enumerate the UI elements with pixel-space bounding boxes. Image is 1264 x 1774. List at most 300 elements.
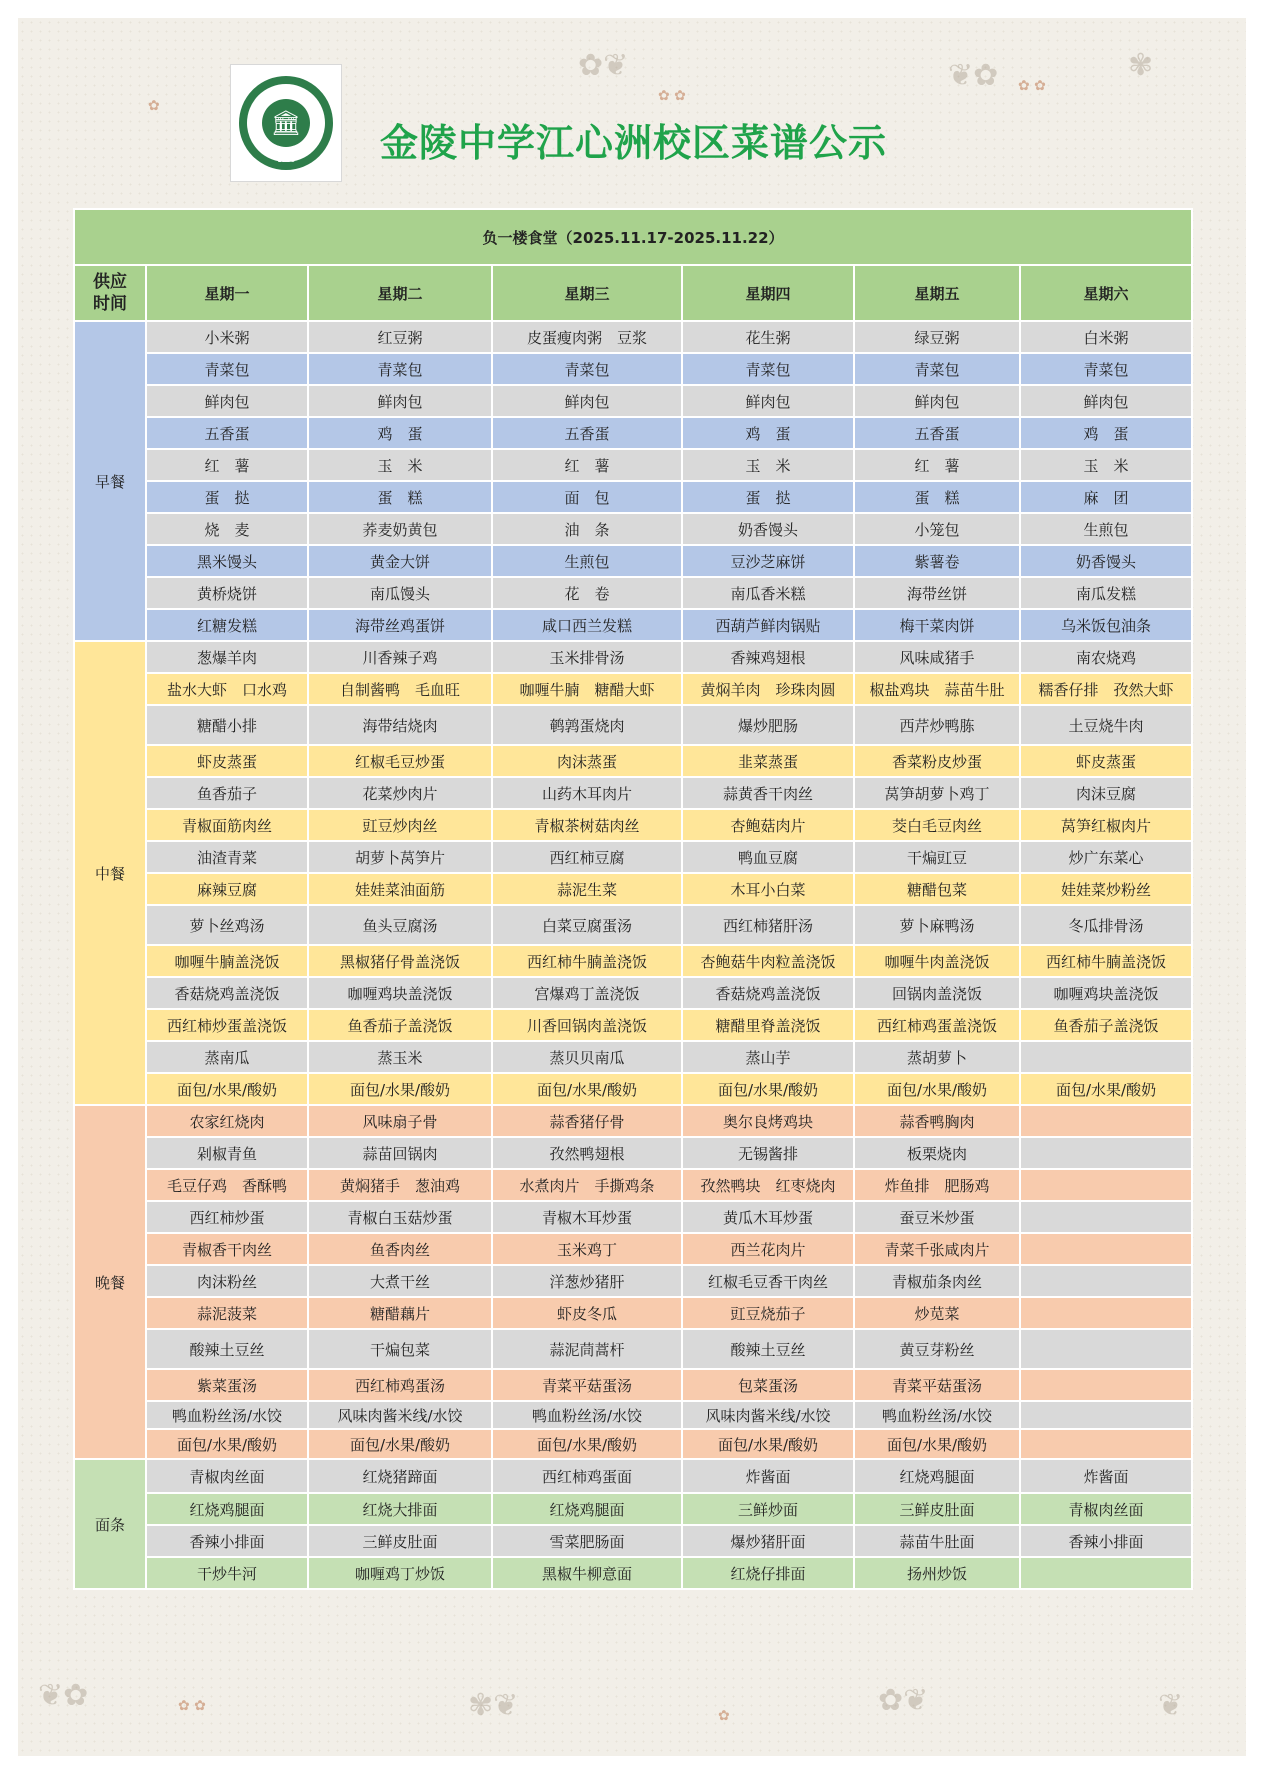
dish-cell: 蒸山芋 bbox=[682, 1041, 854, 1073]
dish-cell: 虾皮蒸蛋 bbox=[146, 745, 308, 777]
branch-decoration-icon: ✾ bbox=[1128, 48, 1154, 83]
dish-cell: 青菜包 bbox=[492, 353, 682, 385]
dish-cell: 青椒面筋肉丝 bbox=[146, 809, 308, 841]
dish-cell: 鸡 蛋 bbox=[308, 417, 492, 449]
dish-cell: 咖喱鸡块盖浇饭 bbox=[308, 977, 492, 1009]
dish-cell: 鲜肉包 bbox=[682, 385, 854, 417]
table-row bbox=[74, 1041, 1192, 1073]
dish-cell: 玉 米 bbox=[1020, 449, 1192, 481]
dish-cell: 蒜泥茼蒿杆 bbox=[492, 1329, 682, 1369]
dish-cell: 花 卷 bbox=[492, 577, 682, 609]
dish-cell: 海带丝饼 bbox=[854, 577, 1020, 609]
dish-cell: 炸鱼排 肥肠鸡 bbox=[854, 1169, 1020, 1201]
blossom-icon: ✿ ✿ bbox=[1018, 78, 1046, 94]
dish-cell: 小笼包 bbox=[854, 513, 1020, 545]
day-header: 星期一 bbox=[146, 265, 308, 321]
dish-cell: 肉沫粉丝 bbox=[146, 1265, 308, 1297]
dish-cell: 面包/水果/酸奶 bbox=[146, 1429, 308, 1459]
dish-cell: 黄焖羊肉 珍珠肉圆 bbox=[682, 673, 854, 705]
dish-cell: 黄瓜木耳炒蛋 bbox=[682, 1201, 854, 1233]
dish-cell: 鱼香茄子 bbox=[146, 777, 308, 809]
dish-cell: 干煸豇豆 bbox=[854, 841, 1020, 873]
dish-cell: 盐水大虾 口水鸡 bbox=[146, 673, 308, 705]
dish-cell: 红烧鸡腿面 bbox=[146, 1493, 308, 1525]
table-row bbox=[74, 1329, 1192, 1369]
dish-cell: 干煸包菜 bbox=[308, 1329, 492, 1369]
table-row bbox=[74, 1137, 1192, 1169]
dish-cell: 青椒茶树菇肉丝 bbox=[492, 809, 682, 841]
table-row bbox=[74, 1525, 1192, 1557]
dish-cell: 板栗烧肉 bbox=[854, 1137, 1020, 1169]
dish-cell: 糖醋里脊盖浇饭 bbox=[682, 1009, 854, 1041]
dish-cell: 西红柿猪肝汤 bbox=[682, 905, 854, 945]
dish-cell: 蛋 糕 bbox=[308, 481, 492, 513]
dish-cell: 宫爆鸡丁盖浇饭 bbox=[492, 977, 682, 1009]
dish-cell: 西葫芦鲜肉锅贴 bbox=[682, 609, 854, 641]
dish-cell: 川香回锅肉盖浇饭 bbox=[492, 1009, 682, 1041]
branch-decoration-icon: ✿❦ bbox=[878, 1683, 929, 1718]
table-row bbox=[74, 1105, 1192, 1137]
blossom-icon: ✿ ✿ bbox=[658, 88, 686, 104]
dish-cell: 西红柿牛腩盖浇饭 bbox=[1020, 945, 1192, 977]
table-row bbox=[74, 945, 1192, 977]
dish-cell: 鸭血豆腐 bbox=[682, 841, 854, 873]
dish-cell: 山药木耳肉片 bbox=[492, 777, 682, 809]
dish-cell: 红烧鸡腿面 bbox=[854, 1459, 1020, 1493]
dish-cell: 鱼香茄子盖浇饭 bbox=[1020, 1009, 1192, 1041]
table-row bbox=[74, 641, 1192, 673]
dish-cell: 蒜苗牛肚面 bbox=[854, 1525, 1020, 1557]
dish-cell: 面包/水果/酸奶 bbox=[308, 1073, 492, 1105]
dish-cell: 玉 米 bbox=[682, 449, 854, 481]
dish-cell: 冬瓜排骨汤 bbox=[1020, 905, 1192, 945]
dish-cell: 茭白毛豆肉丝 bbox=[854, 809, 1020, 841]
dish-cell: 土豆烧牛肉 bbox=[1020, 705, 1192, 745]
dish-cell: 烧 麦 bbox=[146, 513, 308, 545]
table-row bbox=[74, 1459, 1192, 1493]
dish-cell: 莴笋胡萝卜鸡丁 bbox=[854, 777, 1020, 809]
table-row bbox=[74, 609, 1192, 641]
dish-cell: 面包/水果/酸奶 bbox=[682, 1073, 854, 1105]
dish-cell: 炸酱面 bbox=[1020, 1459, 1192, 1493]
dish-cell: 青椒白玉菇炒蛋 bbox=[308, 1201, 492, 1233]
dish-cell: 豆沙芝麻饼 bbox=[682, 545, 854, 577]
dish-cell: 面包/水果/酸奶 bbox=[1020, 1073, 1192, 1105]
table-row bbox=[74, 385, 1192, 417]
dish-cell: 生煎包 bbox=[1020, 513, 1192, 545]
dish-cell: 荞麦奶黄包 bbox=[308, 513, 492, 545]
dish-cell: 生煎包 bbox=[492, 545, 682, 577]
dish-cell: 糯香仔排 孜然大虾 bbox=[1020, 673, 1192, 705]
dish-cell: 五香蛋 bbox=[854, 417, 1020, 449]
dish-cell: 面包/水果/酸奶 bbox=[682, 1429, 854, 1459]
dish-cell: 玉米鸡丁 bbox=[492, 1233, 682, 1265]
dish-cell: 青菜平菇蛋汤 bbox=[492, 1369, 682, 1401]
dish-cell: 蒜泥菠菜 bbox=[146, 1297, 308, 1329]
dish-cell: 鱼头豆腐汤 bbox=[308, 905, 492, 945]
table-row bbox=[74, 1297, 1192, 1329]
branch-decoration-icon: ✾❦ bbox=[468, 1688, 519, 1723]
dish-cell: 面包/水果/酸奶 bbox=[854, 1073, 1020, 1105]
day-header: 星期六 bbox=[1020, 265, 1192, 321]
dish-cell: 水煮肉片 手撕鸡条 bbox=[492, 1169, 682, 1201]
dish-cell bbox=[1020, 1201, 1192, 1233]
table-row bbox=[74, 905, 1192, 945]
dish-cell: 回锅肉盖浇饭 bbox=[854, 977, 1020, 1009]
dish-cell bbox=[1020, 1429, 1192, 1459]
dish-cell: 红椒毛豆香干肉丝 bbox=[682, 1265, 854, 1297]
meal-period-label: 早餐 bbox=[74, 321, 146, 641]
dish-cell: 青菜包 bbox=[146, 353, 308, 385]
dish-cell: 西红柿豆腐 bbox=[492, 841, 682, 873]
dish-cell: 麻辣豆腐 bbox=[146, 873, 308, 905]
dish-cell: 蒜泥生菜 bbox=[492, 873, 682, 905]
dish-cell: 咖喱牛腩 糖醋大虾 bbox=[492, 673, 682, 705]
dish-cell: 胡萝卜莴笋片 bbox=[308, 841, 492, 873]
dish-cell: 奶香馒头 bbox=[1020, 545, 1192, 577]
dish-cell: 麻 团 bbox=[1020, 481, 1192, 513]
dish-cell: 红椒毛豆炒蛋 bbox=[308, 745, 492, 777]
day-header: 星期三 bbox=[492, 265, 682, 321]
dish-cell: 肉沫豆腐 bbox=[1020, 777, 1192, 809]
dish-cell: 葱爆羊肉 bbox=[146, 641, 308, 673]
dish-cell: 蒜香猪仔骨 bbox=[492, 1105, 682, 1137]
dish-cell: 干炒牛河 bbox=[146, 1557, 308, 1589]
dish-cell: 花生粥 bbox=[682, 321, 854, 353]
building-icon: 🏛 bbox=[262, 99, 310, 147]
dish-cell: 南农烧鸡 bbox=[1020, 641, 1192, 673]
dish-cell bbox=[1020, 1137, 1192, 1169]
table-row bbox=[74, 1369, 1192, 1401]
dish-cell: 三鲜炒面 bbox=[682, 1493, 854, 1525]
dish-cell: 爆炒肥肠 bbox=[682, 705, 854, 745]
branch-decoration-icon: ❦ bbox=[1158, 1688, 1184, 1723]
dish-cell: 红烧仔排面 bbox=[682, 1557, 854, 1589]
dish-cell: 玉米排骨汤 bbox=[492, 641, 682, 673]
dish-cell: 南瓜馒头 bbox=[308, 577, 492, 609]
dish-cell: 肉沫蒸蛋 bbox=[492, 745, 682, 777]
school-logo bbox=[230, 64, 342, 182]
dish-cell: 萝卜麻鸭汤 bbox=[854, 905, 1020, 945]
page-title: 金陵中学江心洲校区菜谱公示 bbox=[380, 121, 888, 165]
branch-decoration-icon: ✿❦ bbox=[578, 48, 629, 83]
dish-cell: 豇豆烧茄子 bbox=[682, 1297, 854, 1329]
dish-cell: 鸭血粉丝汤/水饺 bbox=[854, 1401, 1020, 1429]
dish-cell: 西红柿鸡蛋面 bbox=[492, 1459, 682, 1493]
blossom-icon: ✿ bbox=[718, 1708, 730, 1724]
dish-cell: 糖醋藕片 bbox=[308, 1297, 492, 1329]
dish-cell: 红烧鸡腿面 bbox=[492, 1493, 682, 1525]
dish-cell: 西兰花肉片 bbox=[682, 1233, 854, 1265]
dish-cell: 面包/水果/酸奶 bbox=[146, 1073, 308, 1105]
dish-cell: 炒广东菜心 bbox=[1020, 841, 1192, 873]
table-row bbox=[74, 1557, 1192, 1589]
dish-cell: 木耳小白菜 bbox=[682, 873, 854, 905]
dish-cell: 酸辣土豆丝 bbox=[682, 1329, 854, 1369]
dish-cell bbox=[1020, 1041, 1192, 1073]
dish-cell: 蒜苗回锅肉 bbox=[308, 1137, 492, 1169]
meal-period-label: 中餐 bbox=[74, 641, 146, 1105]
table-row bbox=[74, 577, 1192, 609]
dish-cell: 面包/水果/酸奶 bbox=[492, 1429, 682, 1459]
table-row bbox=[74, 1429, 1192, 1459]
dish-cell bbox=[1020, 1401, 1192, 1429]
dish-cell: 三鲜皮肚面 bbox=[854, 1493, 1020, 1525]
dish-cell bbox=[1020, 1169, 1192, 1201]
branch-decoration-icon: ❦✿ bbox=[948, 58, 999, 93]
dish-cell: 蒸玉米 bbox=[308, 1041, 492, 1073]
dish-cell: 红豆粥 bbox=[308, 321, 492, 353]
dish-cell: 蚕豆米炒蛋 bbox=[854, 1201, 1020, 1233]
dish-cell: 南瓜发糕 bbox=[1020, 577, 1192, 609]
dish-cell: 咖喱牛腩盖浇饭 bbox=[146, 945, 308, 977]
dish-cell: 蒸南瓜 bbox=[146, 1041, 308, 1073]
dish-cell: 虾皮冬瓜 bbox=[492, 1297, 682, 1329]
dish-cell: 青椒茄条肉丝 bbox=[854, 1265, 1020, 1297]
dish-cell: 面包/水果/酸奶 bbox=[492, 1073, 682, 1105]
dish-cell: 南瓜香米糕 bbox=[682, 577, 854, 609]
dish-cell: 大煮干丝 bbox=[308, 1265, 492, 1297]
dish-cell: 娃娃菜油面筋 bbox=[308, 873, 492, 905]
dish-cell: 红烧猪蹄面 bbox=[308, 1459, 492, 1493]
dish-cell: 酸辣土豆丝 bbox=[146, 1329, 308, 1369]
dish-cell: 豇豆炒肉丝 bbox=[308, 809, 492, 841]
dish-cell: 蛋 挞 bbox=[682, 481, 854, 513]
dish-cell: 油 条 bbox=[492, 513, 682, 545]
dish-cell: 咖喱鸡块盖浇饭 bbox=[1020, 977, 1192, 1009]
dish-cell: 黑椒牛柳意面 bbox=[492, 1557, 682, 1589]
dish-cell: 乌米饭包油条 bbox=[1020, 609, 1192, 641]
dish-cell: 西红柿炒蛋 bbox=[146, 1201, 308, 1233]
dish-cell: 鸡 蛋 bbox=[682, 417, 854, 449]
dish-cell: 无锡酱排 bbox=[682, 1137, 854, 1169]
day-header: 星期二 bbox=[308, 265, 492, 321]
dish-cell: 黄金大饼 bbox=[308, 545, 492, 577]
dish-cell: 蒜黄香干肉丝 bbox=[682, 777, 854, 809]
dish-cell: 川香辣子鸡 bbox=[308, 641, 492, 673]
dish-cell: 蛋 糕 bbox=[854, 481, 1020, 513]
dish-cell: 青菜包 bbox=[308, 353, 492, 385]
table-row bbox=[74, 745, 1192, 777]
dish-cell: 西红柿牛腩盖浇饭 bbox=[492, 945, 682, 977]
table-row bbox=[74, 873, 1192, 905]
dish-cell: 鲜肉包 bbox=[492, 385, 682, 417]
dish-cell: 孜然鸭翅根 bbox=[492, 1137, 682, 1169]
table-row bbox=[74, 1169, 1192, 1201]
dish-cell: 炸酱面 bbox=[682, 1459, 854, 1493]
dish-cell: 五香蛋 bbox=[146, 417, 308, 449]
table-row bbox=[74, 513, 1192, 545]
table-row bbox=[74, 545, 1192, 577]
dish-cell: 玉 米 bbox=[308, 449, 492, 481]
dish-cell: 青菜包 bbox=[1020, 353, 1192, 385]
table-row bbox=[74, 321, 1192, 353]
dish-cell: 面 包 bbox=[492, 481, 682, 513]
blossom-icon: ✿ bbox=[148, 98, 160, 114]
dish-cell: 青椒香干肉丝 bbox=[146, 1233, 308, 1265]
dish-cell: 紫菜蛋汤 bbox=[146, 1369, 308, 1401]
dish-cell: 面包/水果/酸奶 bbox=[854, 1429, 1020, 1459]
dish-cell: 风味肉酱米线/水饺 bbox=[682, 1401, 854, 1429]
table-row bbox=[74, 1493, 1192, 1525]
table-row bbox=[74, 481, 1192, 513]
logo-ring bbox=[239, 76, 333, 170]
dish-cell: 西红柿炒蛋盖浇饭 bbox=[146, 1009, 308, 1041]
dish-cell: 蒸贝贝南瓜 bbox=[492, 1041, 682, 1073]
dish-cell: 农家红烧肉 bbox=[146, 1105, 308, 1137]
dish-cell: 海带结烧肉 bbox=[308, 705, 492, 745]
dish-cell: 油渣青菜 bbox=[146, 841, 308, 873]
dish-cell: 爆炒猪肝面 bbox=[682, 1525, 854, 1557]
dish-cell: 洋葱炒猪肝 bbox=[492, 1265, 682, 1297]
table-row bbox=[74, 777, 1192, 809]
table-row bbox=[74, 353, 1192, 385]
dish-cell: 鱼香茄子盖浇饭 bbox=[308, 1009, 492, 1041]
table-row bbox=[74, 673, 1192, 705]
dish-cell: 孜然鸭块 红枣烧肉 bbox=[682, 1169, 854, 1201]
dish-cell: 鲜肉包 bbox=[854, 385, 1020, 417]
dish-cell: 萝卜丝鸡汤 bbox=[146, 905, 308, 945]
table-row bbox=[74, 1201, 1192, 1233]
dish-cell: 鸭血粉丝汤/水饺 bbox=[492, 1401, 682, 1429]
dish-cell: 娃娃菜炒粉丝 bbox=[1020, 873, 1192, 905]
day-header: 星期四 bbox=[682, 265, 854, 321]
meal-period-label: 面条 bbox=[74, 1459, 146, 1589]
table-row bbox=[74, 1233, 1192, 1265]
dish-cell: 自制酱鸭 毛血旺 bbox=[308, 673, 492, 705]
dish-cell bbox=[1020, 1265, 1192, 1297]
dish-cell: 三鲜皮肚面 bbox=[308, 1525, 492, 1557]
dish-cell: 香菇烧鸡盖浇饭 bbox=[146, 977, 308, 1009]
dish-cell: 五香蛋 bbox=[492, 417, 682, 449]
logo-year: 1888 bbox=[277, 156, 295, 164]
table-row bbox=[74, 1009, 1192, 1041]
dish-cell: 青椒肉丝面 bbox=[146, 1459, 308, 1493]
dish-cell bbox=[1020, 1297, 1192, 1329]
dish-cell: 青菜包 bbox=[682, 353, 854, 385]
dish-cell: 莴笋红椒肉片 bbox=[1020, 809, 1192, 841]
supply-time-header bbox=[74, 265, 146, 321]
dish-cell: 黄焖猪手 葱油鸡 bbox=[308, 1169, 492, 1201]
dish-cell: 白米粥 bbox=[1020, 321, 1192, 353]
menu-table bbox=[73, 208, 1193, 1590]
dish-cell: 包菜蛋汤 bbox=[682, 1369, 854, 1401]
table-row bbox=[74, 1073, 1192, 1105]
supply-time-label: 供应时间 bbox=[93, 272, 127, 314]
dish-cell: 黑米馒头 bbox=[146, 545, 308, 577]
dish-cell bbox=[1020, 1369, 1192, 1401]
dish-cell: 咖喱鸡丁炒饭 bbox=[308, 1557, 492, 1589]
dish-cell: 鲜肉包 bbox=[308, 385, 492, 417]
blossom-icon: ✿ ✿ bbox=[178, 1698, 206, 1714]
dish-cell: 面包/水果/酸奶 bbox=[308, 1429, 492, 1459]
dish-cell: 红烧大排面 bbox=[308, 1493, 492, 1525]
dish-cell: 红糖发糕 bbox=[146, 609, 308, 641]
dish-cell: 风味扇子骨 bbox=[308, 1105, 492, 1137]
dish-cell: 红 薯 bbox=[854, 449, 1020, 481]
meal-period-label: 晚餐 bbox=[74, 1105, 146, 1459]
table-row bbox=[74, 449, 1192, 481]
dish-cell: 雪菜肥肠面 bbox=[492, 1525, 682, 1557]
dish-cell: 绿豆粥 bbox=[854, 321, 1020, 353]
table-row bbox=[74, 977, 1192, 1009]
dish-cell bbox=[1020, 1233, 1192, 1265]
dish-cell: 杏鲍菇肉片 bbox=[682, 809, 854, 841]
dish-cell: 毛豆仔鸡 香酥鸭 bbox=[146, 1169, 308, 1201]
dish-cell: 香菇烧鸡盖浇饭 bbox=[682, 977, 854, 1009]
dish-cell: 梅干菜肉饼 bbox=[854, 609, 1020, 641]
dish-cell: 扬州炒饭 bbox=[854, 1557, 1020, 1589]
dish-cell: 鲜肉包 bbox=[146, 385, 308, 417]
dish-cell: 奥尔良烤鸡块 bbox=[682, 1105, 854, 1137]
dish-cell: 风味咸猪手 bbox=[854, 641, 1020, 673]
dish-cell: 风味肉酱米线/水饺 bbox=[308, 1401, 492, 1429]
day-header: 星期五 bbox=[854, 265, 1020, 321]
dish-cell: 花菜炒肉片 bbox=[308, 777, 492, 809]
dish-cell bbox=[1020, 1557, 1192, 1589]
dish-cell: 红 薯 bbox=[146, 449, 308, 481]
dish-cell: 西红柿鸡蛋盖浇饭 bbox=[854, 1009, 1020, 1041]
dish-cell: 香辣小排面 bbox=[146, 1525, 308, 1557]
dish-cell: 海带丝鸡蛋饼 bbox=[308, 609, 492, 641]
dish-cell: 蒸胡萝卜 bbox=[854, 1041, 1020, 1073]
branch-decoration-icon: ❦✿ bbox=[38, 1678, 89, 1713]
dish-cell: 鲜肉包 bbox=[1020, 385, 1192, 417]
dish-cell: 韭菜蒸蛋 bbox=[682, 745, 854, 777]
table-caption: 负一楼食堂（2025.11.17-2025.11.22） bbox=[74, 209, 1192, 265]
dish-cell: 糖醋包菜 bbox=[854, 873, 1020, 905]
table-row bbox=[74, 417, 1192, 449]
table-row bbox=[74, 841, 1192, 873]
table-row bbox=[74, 705, 1192, 745]
dish-cell: 鹌鹑蛋烧肉 bbox=[492, 705, 682, 745]
dish-cell: 香辣鸡翅根 bbox=[682, 641, 854, 673]
dish-cell: 糖醋小排 bbox=[146, 705, 308, 745]
dish-cell: 青椒肉丝面 bbox=[1020, 1493, 1192, 1525]
dish-cell: 奶香馒头 bbox=[682, 513, 854, 545]
dish-cell: 黄桥烧饼 bbox=[146, 577, 308, 609]
dish-cell: 香辣小排面 bbox=[1020, 1525, 1192, 1557]
dish-cell: 咖喱牛肉盖浇饭 bbox=[854, 945, 1020, 977]
dish-cell: 鱼香肉丝 bbox=[308, 1233, 492, 1265]
dish-cell: 黑椒猪仔骨盖浇饭 bbox=[308, 945, 492, 977]
dish-cell: 小米粥 bbox=[146, 321, 308, 353]
dish-cell: 蒜香鸭胸肉 bbox=[854, 1105, 1020, 1137]
dish-cell: 鸡 蛋 bbox=[1020, 417, 1192, 449]
dish-cell: 紫薯卷 bbox=[854, 545, 1020, 577]
dish-cell: 虾皮蒸蛋 bbox=[1020, 745, 1192, 777]
dish-cell: 皮蛋瘦肉粥 豆浆 bbox=[492, 321, 682, 353]
dish-cell: 杏鲍菇牛肉粒盖浇饭 bbox=[682, 945, 854, 977]
dish-cell: 青菜平菇蛋汤 bbox=[854, 1369, 1020, 1401]
dish-cell: 白菜豆腐蛋汤 bbox=[492, 905, 682, 945]
table-row bbox=[74, 809, 1192, 841]
dish-cell: 红 薯 bbox=[492, 449, 682, 481]
dish-cell bbox=[1020, 1105, 1192, 1137]
dish-cell: 青菜包 bbox=[854, 353, 1020, 385]
dish-cell: 青菜千张咸肉片 bbox=[854, 1233, 1020, 1265]
dish-cell: 蛋 挞 bbox=[146, 481, 308, 513]
dish-cell: 剁椒青鱼 bbox=[146, 1137, 308, 1169]
dish-cell: 炒苋菜 bbox=[854, 1297, 1020, 1329]
dish-cell: 黄豆芽粉丝 bbox=[854, 1329, 1020, 1369]
dish-cell: 香菜粉皮炒蛋 bbox=[854, 745, 1020, 777]
dish-cell bbox=[1020, 1329, 1192, 1369]
dish-cell: 西红柿鸡蛋汤 bbox=[308, 1369, 492, 1401]
dish-cell: 西芹炒鸭胨 bbox=[854, 705, 1020, 745]
table-row bbox=[74, 1401, 1192, 1429]
dish-cell: 椒盐鸡块 蒜苗牛肚 bbox=[854, 673, 1020, 705]
